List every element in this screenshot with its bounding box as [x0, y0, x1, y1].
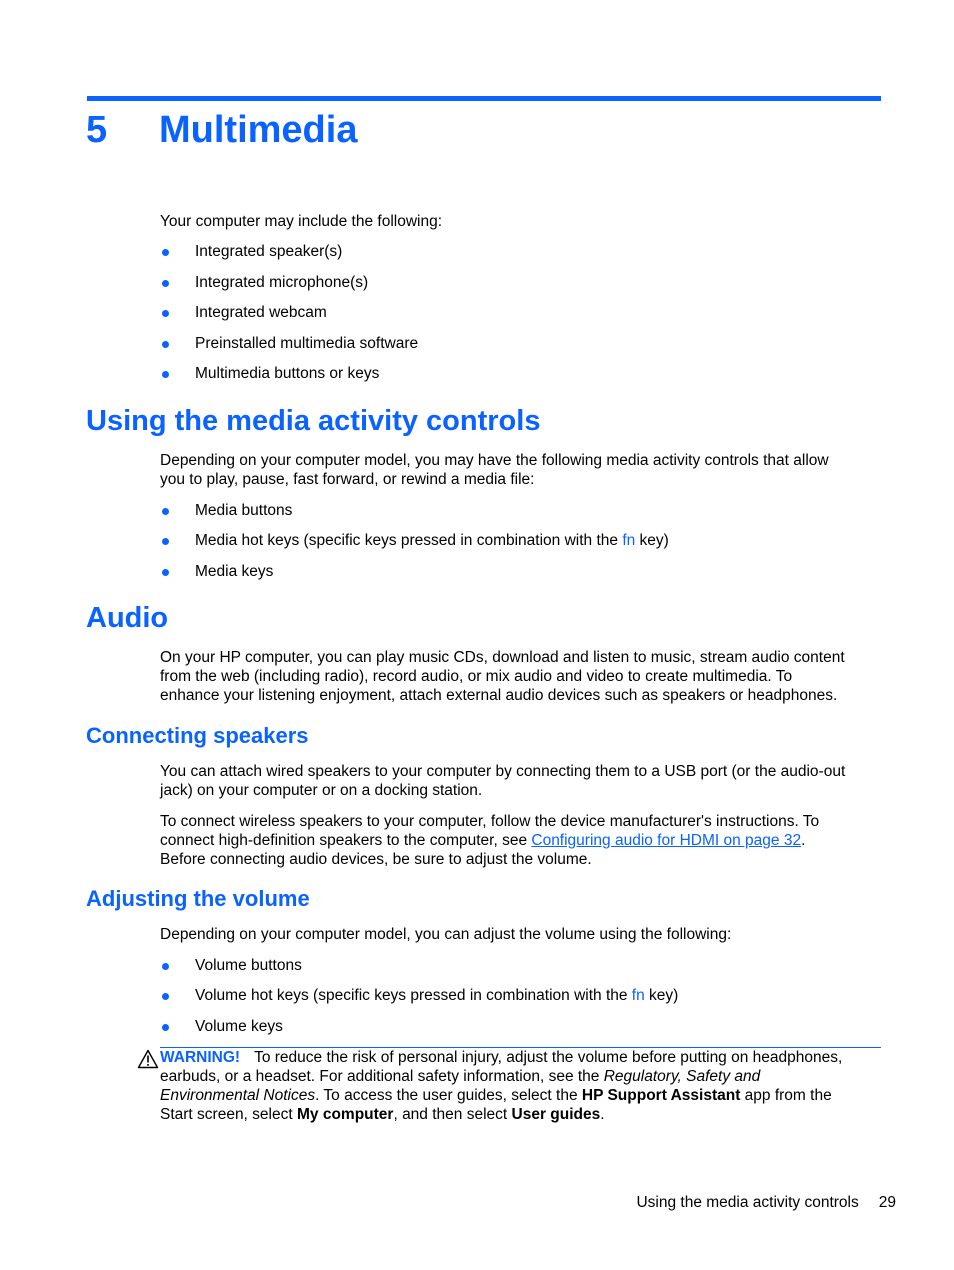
- page-number: 29: [878, 1194, 896, 1211]
- heading-connecting-speakers: Connecting speakers: [86, 723, 309, 748]
- bullet-dot-icon: [162, 371, 169, 378]
- bullet-dot-icon: [162, 538, 169, 545]
- warning-triangle-icon: [137, 1049, 159, 1069]
- chapter-title-text: Multimedia: [159, 109, 358, 151]
- speakers-text-2: To connect wireless speakers to your computer, follow the device manufacturer's instructions. To connect high-definition speakers to the computer, see Configuring audio for HDMI on page 32. Before connecting audio devices, be sure to adjust the volume.: [160, 813, 820, 868]
- fn-key: fn: [631, 987, 645, 1004]
- chapter-top-rule: [87, 96, 881, 101]
- volume-text: Depending on your computer model, you can adjust the volume using the following:: [160, 926, 732, 943]
- bullet-dot-icon: [162, 993, 169, 1000]
- heading-media-controls: Using the media activity controls: [86, 405, 541, 437]
- intro-text: Your computer may include the following:: [160, 213, 443, 230]
- hdmi-audio-link[interactable]: Configuring audio for HDMI on page 32: [531, 832, 802, 849]
- footer-section: Using the media activity controls: [636, 1194, 859, 1211]
- warning-label: WARNING!: [160, 1049, 241, 1066]
- bullet-dot-icon: [162, 963, 169, 970]
- warning-text: WARNING! To reduce the risk of personal injury, adjust the volume before putting on headphones, earbuds, or a headset. For additional safety information, see the Regulatory, Safety and Environmental Notices. To access the user guides, select the HP Support Assistant app from the Start screen, select My computer, and then select User guides.: [160, 1049, 843, 1123]
- bullet-dot-icon: [162, 1024, 169, 1031]
- bullet-dot-icon: [162, 280, 169, 287]
- chapter-number: 5: [86, 109, 108, 151]
- heading-audio: Audio: [86, 602, 169, 634]
- bullet-dot-icon: [162, 341, 169, 348]
- bullet-dot-icon: [162, 508, 169, 515]
- audio-text: On your HP computer, you can play music CDs, download and listen to music, stream audio content from the web (including radio), record audio, or mix audio and video to create multimedia. To enhance your listening enjoyment, attach external audio devices such as speakers or headphones.: [160, 649, 845, 704]
- page-footer: [636, 1193, 896, 1212]
- chapter-title: [86, 108, 357, 152]
- bullet-dot-icon: [162, 310, 169, 317]
- heading-adjusting-volume: Adjusting the volume: [86, 886, 310, 911]
- bullet-dot-icon: [162, 249, 169, 256]
- media-controls-text: Depending on your computer model, you may have the following media activity controls that allow you to play, pause, fast forward, or rewind a media file:: [160, 452, 829, 488]
- speakers-text-1: You can attach wired speakers to your computer by connecting them to a USB port (or the audio-out jack) on your computer or on a docking station.: [160, 763, 846, 799]
- bullet-dot-icon: [162, 569, 169, 576]
- fn-key: fn: [622, 532, 636, 549]
